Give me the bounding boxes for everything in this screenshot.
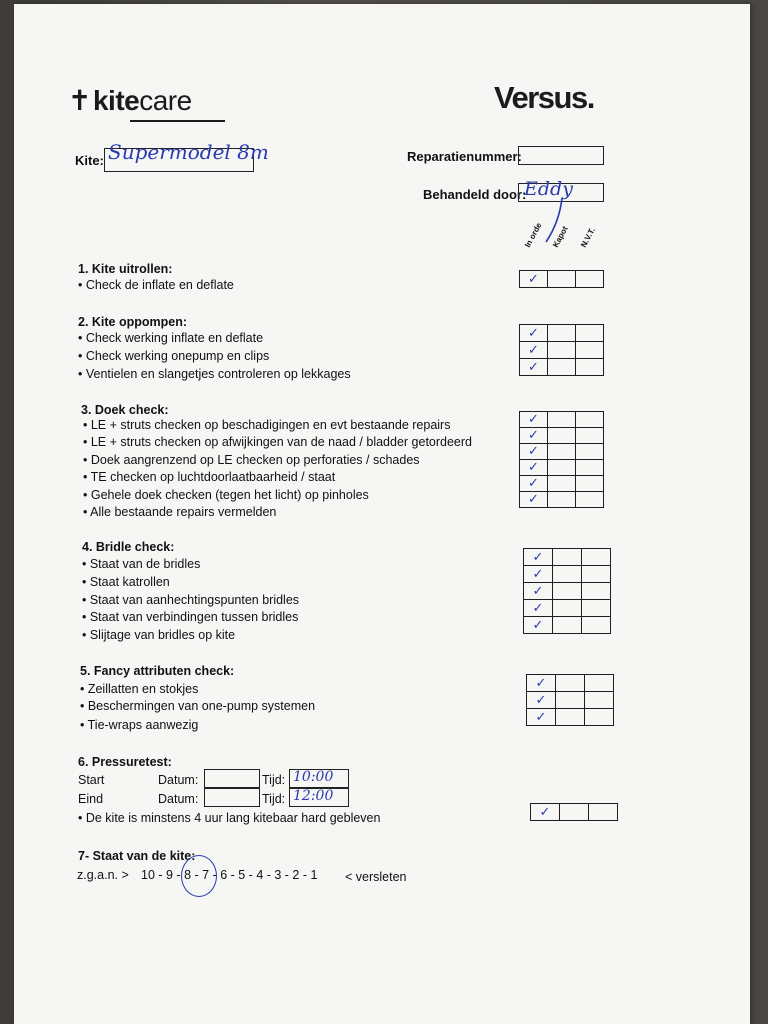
check-cell[interactable]: ✓ xyxy=(531,804,560,821)
check-cell[interactable]: ✓ xyxy=(520,412,548,428)
section-4-item: • Staat katrollen xyxy=(82,575,170,589)
section-1-grid xyxy=(519,270,604,288)
check-cell[interactable]: ✓ xyxy=(520,492,548,508)
col-nvt: N.V.T. xyxy=(579,226,597,249)
check-cell[interactable] xyxy=(548,271,576,288)
check-cell[interactable] xyxy=(576,412,604,428)
section-3-grid xyxy=(519,411,604,508)
condition-selection-circle xyxy=(181,855,217,897)
check-cell[interactable]: ✓ xyxy=(527,675,556,692)
kitecare-logo: ✝kitecare xyxy=(68,85,192,116)
condition-suffix: < versleten xyxy=(345,870,407,884)
check-cell[interactable]: ✓ xyxy=(524,617,553,634)
check-cell[interactable]: ✓ xyxy=(524,566,553,583)
check-cell[interactable] xyxy=(589,804,618,821)
section-6-title: 6. Pressuretest: xyxy=(78,755,172,769)
section-3-item: • Alle bestaande repairs vermelden xyxy=(83,505,277,519)
check-cell[interactable] xyxy=(548,492,576,508)
check-cell[interactable]: ✓ xyxy=(524,600,553,617)
section-4-item: • Staat van de bridles xyxy=(82,557,201,571)
check-cell[interactable]: ✓ xyxy=(520,476,548,492)
check-cell[interactable] xyxy=(582,617,611,634)
check-cell[interactable] xyxy=(548,325,576,342)
check-cell[interactable]: ✓ xyxy=(527,692,556,709)
check-cell[interactable] xyxy=(553,549,582,566)
start-date-label: Datum: xyxy=(158,773,199,787)
section-5-item: • Tie-wraps aanwezig xyxy=(80,718,199,732)
check-cell[interactable] xyxy=(556,692,585,709)
check-cell[interactable] xyxy=(585,675,614,692)
section-5-item: • Beschermingen van one-pump systemen xyxy=(80,699,316,713)
check-cell[interactable] xyxy=(582,600,611,617)
check-cell[interactable] xyxy=(548,412,576,428)
section-3-title: 3. Doek check: xyxy=(81,403,169,417)
check-cell[interactable] xyxy=(548,342,576,359)
check-cell[interactable] xyxy=(548,476,576,492)
section-4-title: 4. Bridle check: xyxy=(82,540,175,554)
check-cell[interactable] xyxy=(553,617,582,634)
check-cell[interactable]: ✓ xyxy=(520,342,548,359)
section-5-title: 5. Fancy attributen check: xyxy=(80,664,235,678)
check-cell[interactable]: ✓ xyxy=(527,709,556,726)
section-2-item: • Ventielen en slangetjes controleren op lekkages xyxy=(78,367,351,381)
check-cell[interactable] xyxy=(548,460,576,476)
repair-number-label: Reparatienummer: xyxy=(407,149,522,164)
check-cell[interactable] xyxy=(560,804,589,821)
section-7-title: 7- Staat van de kite: xyxy=(78,849,196,863)
check-cell[interactable] xyxy=(548,444,576,460)
check-cell[interactable] xyxy=(576,342,604,359)
section-3-item: • Gehele doek checken (tegen het licht) op pinholes xyxy=(83,488,369,502)
section-1-title: 1. Kite uitrollen: xyxy=(78,262,173,276)
check-cell[interactable] xyxy=(548,359,576,376)
check-cell[interactable] xyxy=(556,709,585,726)
section-3-item: • LE + struts checken op afwijkingen van de naad / bladder getordeerd xyxy=(83,435,473,449)
check-cell[interactable]: ✓ xyxy=(524,549,553,566)
section-6-grid xyxy=(530,803,618,821)
check-cell[interactable] xyxy=(576,476,604,492)
check-cell[interactable] xyxy=(553,566,582,583)
versus-logo: Versus. xyxy=(494,80,594,115)
start-label: Start xyxy=(78,773,105,787)
check-cell[interactable]: ✓ xyxy=(520,325,548,342)
start-time-value: 10:00 xyxy=(293,769,334,785)
check-cell[interactable]: ✓ xyxy=(524,583,553,600)
check-cell[interactable] xyxy=(548,428,576,444)
kite-label: Kite: xyxy=(75,153,104,168)
col-kapot: Kapot xyxy=(551,224,570,249)
start-date-field[interactable] xyxy=(204,769,260,788)
pressure-note: • De kite is minstens 4 uur lang kitebaar hard gebleven xyxy=(78,811,381,825)
check-cell[interactable] xyxy=(576,271,604,288)
kite-value: Supermodel 8m xyxy=(108,140,269,164)
check-cell[interactable] xyxy=(553,600,582,617)
condition-prefix: z.g.a.n. > xyxy=(77,868,129,882)
end-time-value: 12:00 xyxy=(293,788,334,804)
section-2-item: • Check werking onepump en clips xyxy=(78,349,270,363)
repair-number-field[interactable] xyxy=(518,146,604,165)
check-cell[interactable] xyxy=(582,583,611,600)
section-4-item: • Slijtage van bridles op kite xyxy=(82,628,236,642)
check-cell[interactable]: ✓ xyxy=(520,271,548,288)
col-in-orde: In orde xyxy=(523,221,544,249)
check-cell[interactable]: ✓ xyxy=(520,359,548,376)
check-cell[interactable] xyxy=(582,566,611,583)
section-2-title: 2. Kite oppompen: xyxy=(78,315,188,329)
section-4-item: • Staat van verbindingen tussen bridles xyxy=(82,610,299,624)
check-cell[interactable]: ✓ xyxy=(520,428,548,444)
kite-logo-icon: ✝ xyxy=(68,85,91,116)
check-cell[interactable] xyxy=(582,549,611,566)
check-cell[interactable] xyxy=(576,492,604,508)
check-cell[interactable]: ✓ xyxy=(520,444,548,460)
end-label: Eind xyxy=(78,792,104,806)
check-cell[interactable] xyxy=(576,444,604,460)
condition-scale: 10 - 9 - 8 - 7 - 6 - 5 - 4 - 3 - 2 - 1 xyxy=(141,868,318,882)
section-4-grid xyxy=(523,548,611,634)
section-5-item: • Zeillatten en stokjes xyxy=(80,682,199,696)
end-time-label: Tijd: xyxy=(262,792,286,806)
end-date-label: Datum: xyxy=(158,792,199,806)
check-cell[interactable]: ✓ xyxy=(520,460,548,476)
end-date-field[interactable] xyxy=(204,788,260,807)
section-3-item: • TE checken op luchtdoorlaatbaarheid / staat xyxy=(83,470,336,484)
section-2-grid xyxy=(519,324,604,376)
check-cell[interactable] xyxy=(556,675,585,692)
start-time-label: Tijd: xyxy=(262,773,286,787)
section-3-item: • LE + struts checken op beschadigingen en evt bestaande repairs xyxy=(83,418,451,432)
section-3-item: • Doek aangrenzend op LE checken op perforaties / schades xyxy=(83,453,420,467)
section-5-grid xyxy=(526,674,614,726)
handled-by-label: Behandeld door: xyxy=(423,187,527,202)
check-cell[interactable] xyxy=(576,428,604,444)
check-cell[interactable] xyxy=(585,709,614,726)
section-1-item: • Check de inflate en deflate xyxy=(78,278,234,292)
check-cell[interactable] xyxy=(576,460,604,476)
section-2-item: • Check werking inflate en deflate xyxy=(78,331,264,345)
check-cell[interactable] xyxy=(576,359,604,376)
handled-by-value: Eddy xyxy=(524,178,573,200)
check-cell[interactable] xyxy=(553,583,582,600)
logo-underline xyxy=(130,120,225,122)
check-cell[interactable] xyxy=(576,325,604,342)
check-cell[interactable] xyxy=(585,692,614,709)
section-4-item: • Staat van aanhechtingspunten bridles xyxy=(82,593,300,607)
